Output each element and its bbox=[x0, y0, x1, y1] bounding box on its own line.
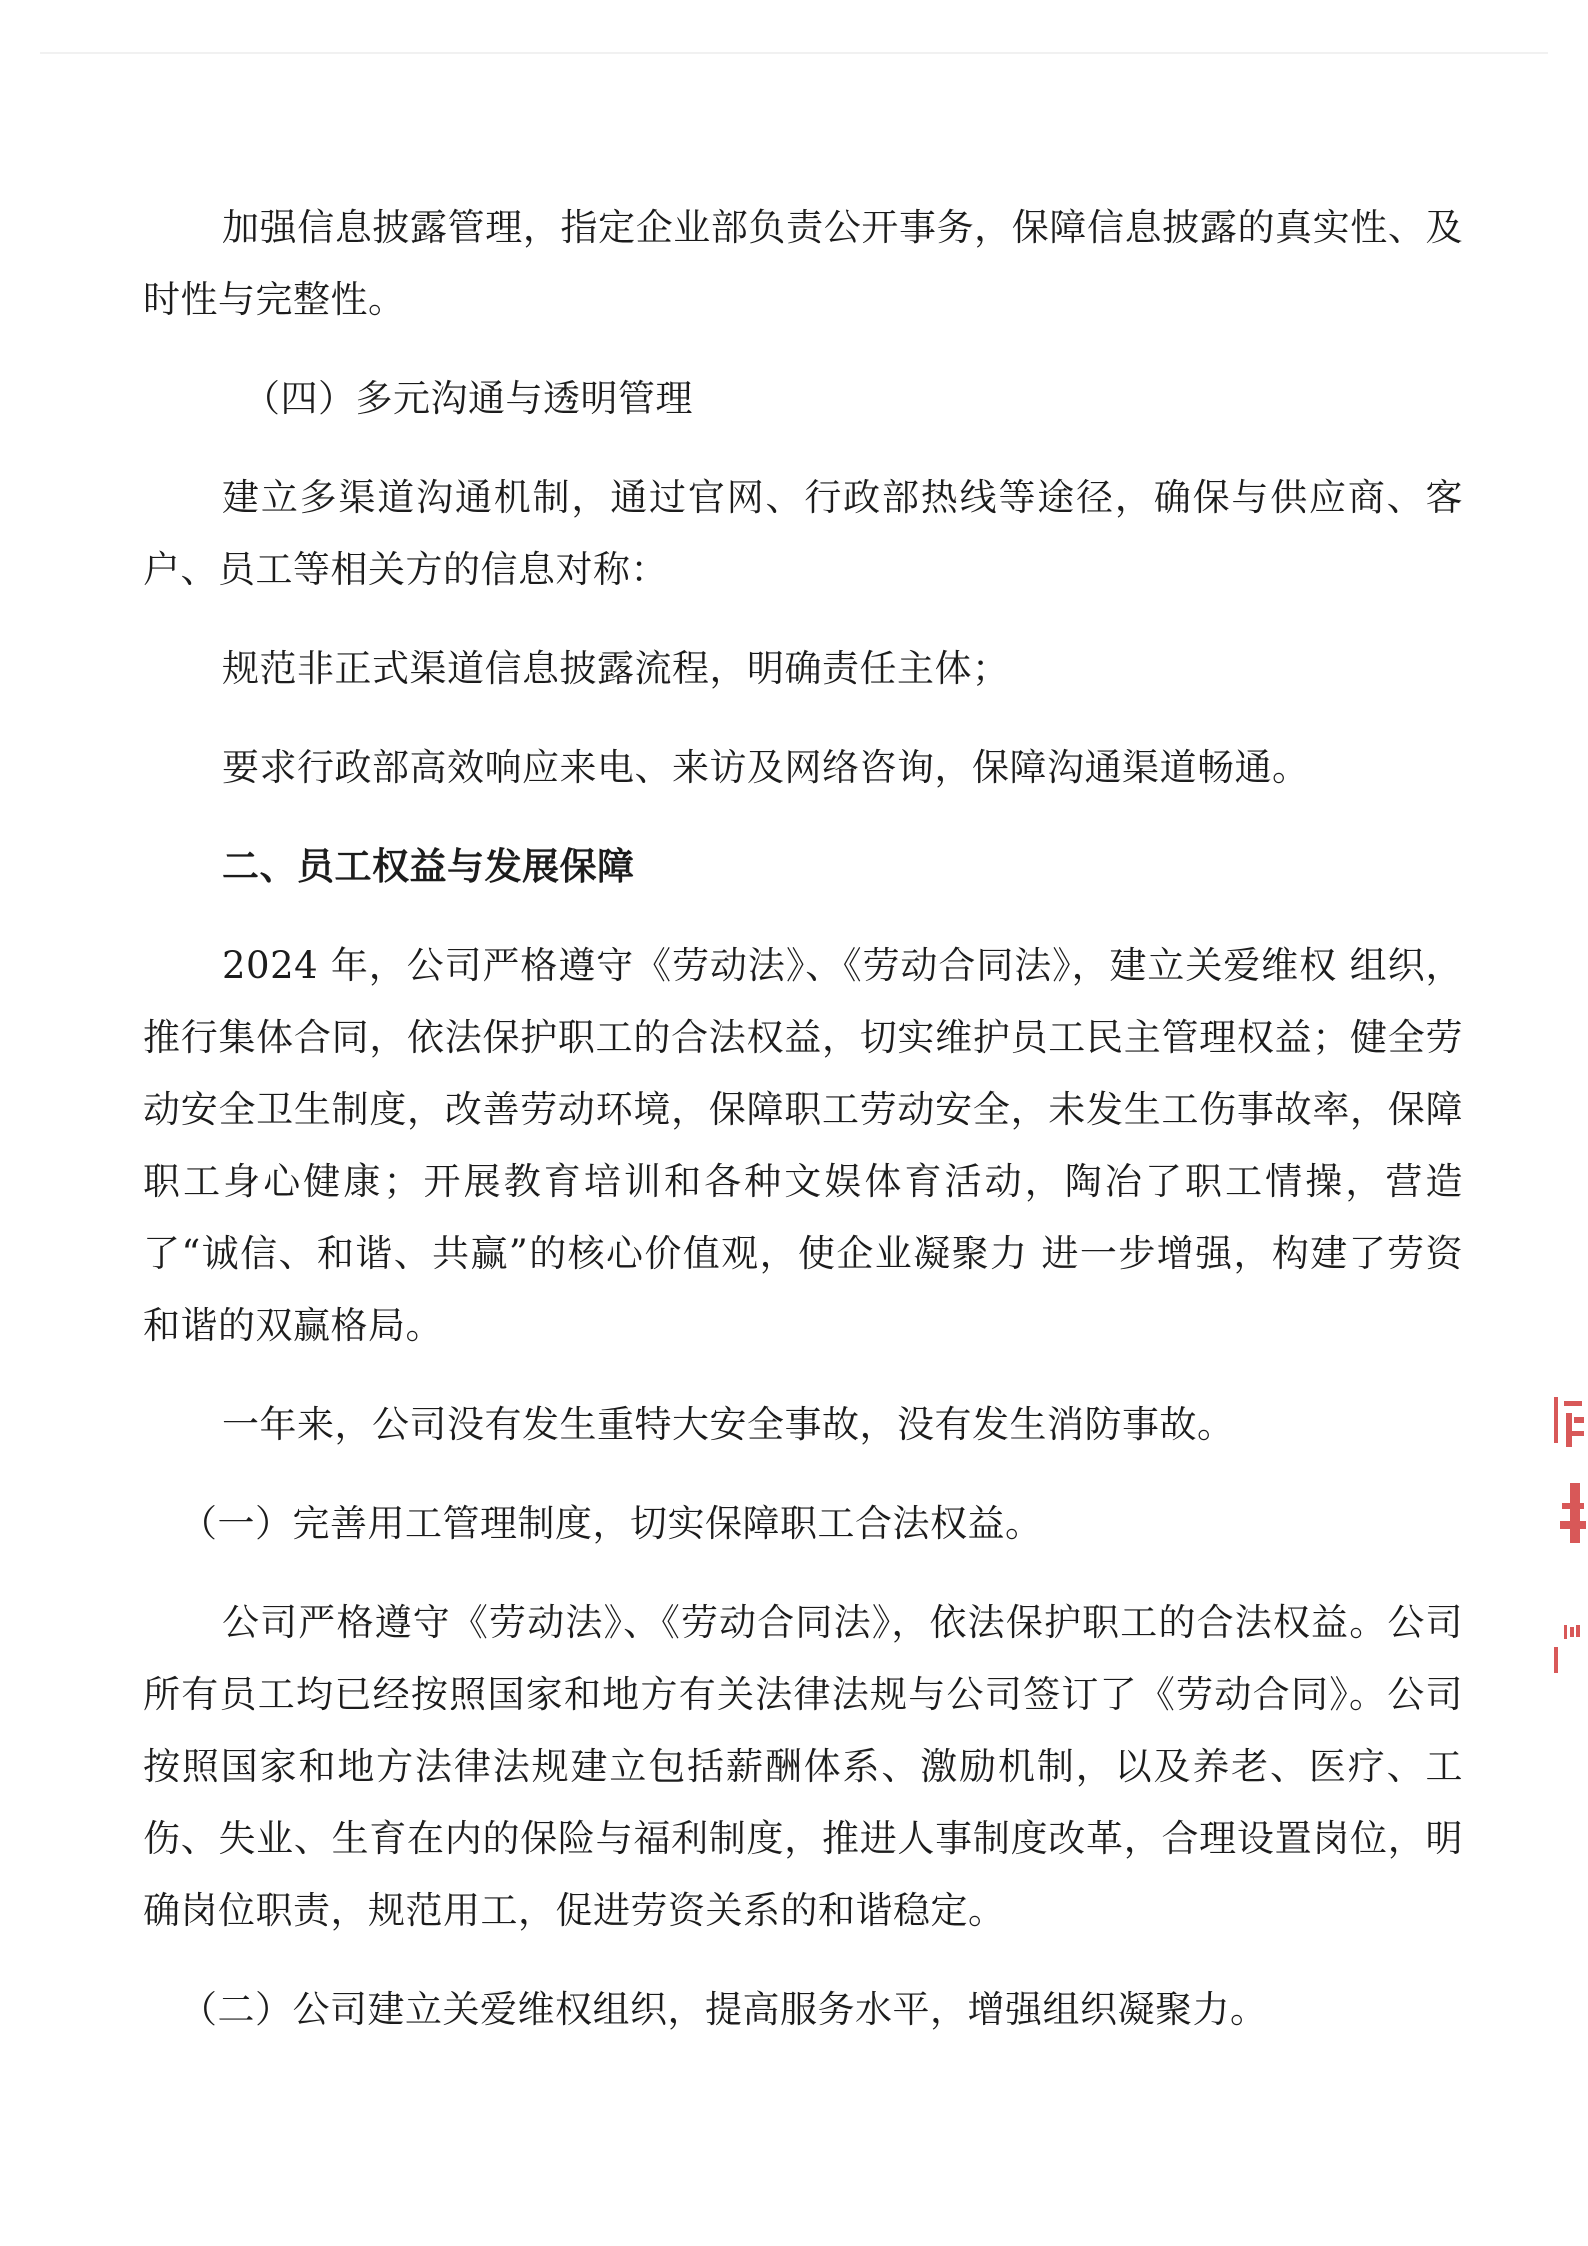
paragraph-2024-labor-law: 2024 年，公司严格遵守《劳动法》、《劳动合同法》，建立关爱维权 组织，推行集体合同，依法保护职工的合法权益，切实维护员工民主管理权益；健全劳动安全卫生制度，改善劳动环境，保障职工劳动安全，未发生工伤事故率，保障职工身心健康；开展教育培训和各种文娱体育活动，陶冶了职工情操，营造了“诚信、和谐、共赢”的核心价值观，使企业凝聚力 进一步增强，构建了劳资和谐的双赢格局。 bbox=[143, 944, 1463, 1347]
paragraph-admin-response: 要求行政部高效响应来电、来访及网络咨询，保障沟通渠道畅通。 bbox=[222, 746, 1310, 789]
page-top-rule bbox=[40, 52, 1548, 54]
heading-employment-management: （一）完善用工管理制度，切实保障职工合法权益。 bbox=[180, 1502, 1043, 1545]
heading-care-organization: （二）公司建立关爱维权组织，提高服务水平，增强组织凝聚力。 bbox=[180, 1988, 1268, 2031]
document-body bbox=[143, 192, 1463, 2073]
paragraph-informal-channel: 规范非正式渠道信息披露流程，明确责任主体； bbox=[222, 647, 1010, 690]
heading-employee-rights: 二、员工权益与发展保障 bbox=[222, 845, 635, 888]
heading-communication-transparency: （四）多元沟通与透明管理 bbox=[243, 377, 693, 420]
red-seal-fragment-icon bbox=[1540, 1395, 1588, 1765]
paragraph-labor-contracts: 公司严格遵守《劳动法》、《劳动合同法》，依法保护职工的合法权益。公司所有员工均已经按照国家和地方有关法律法规与公司签订了《劳动合同》。公司按照国家和地方法律法规建立包括薪酬体系、激励机制，以及养老、医疗、工伤、失业、生育在内的保险与福利制度，推进人事制度改革，合理设置岗位，明确岗位职责，规范用工，促进劳资关系的和谐稳定。 bbox=[143, 1601, 1463, 1932]
paragraph-communication-mechanism: 建立多渠道沟通机制，通过官网、行政部热线等途径，确保与供应商、客户、员工等相关方的信息对称： bbox=[143, 476, 1463, 591]
paragraph-safety-record: 一年来，公司没有发生重特大安全事故，没有发生消防事故。 bbox=[222, 1403, 1235, 1446]
paragraph-disclosure-management: 加强信息披露管理，指定企业部负责公开事务，保障信息披露的真实性、及时性与完整性。 bbox=[143, 206, 1463, 321]
